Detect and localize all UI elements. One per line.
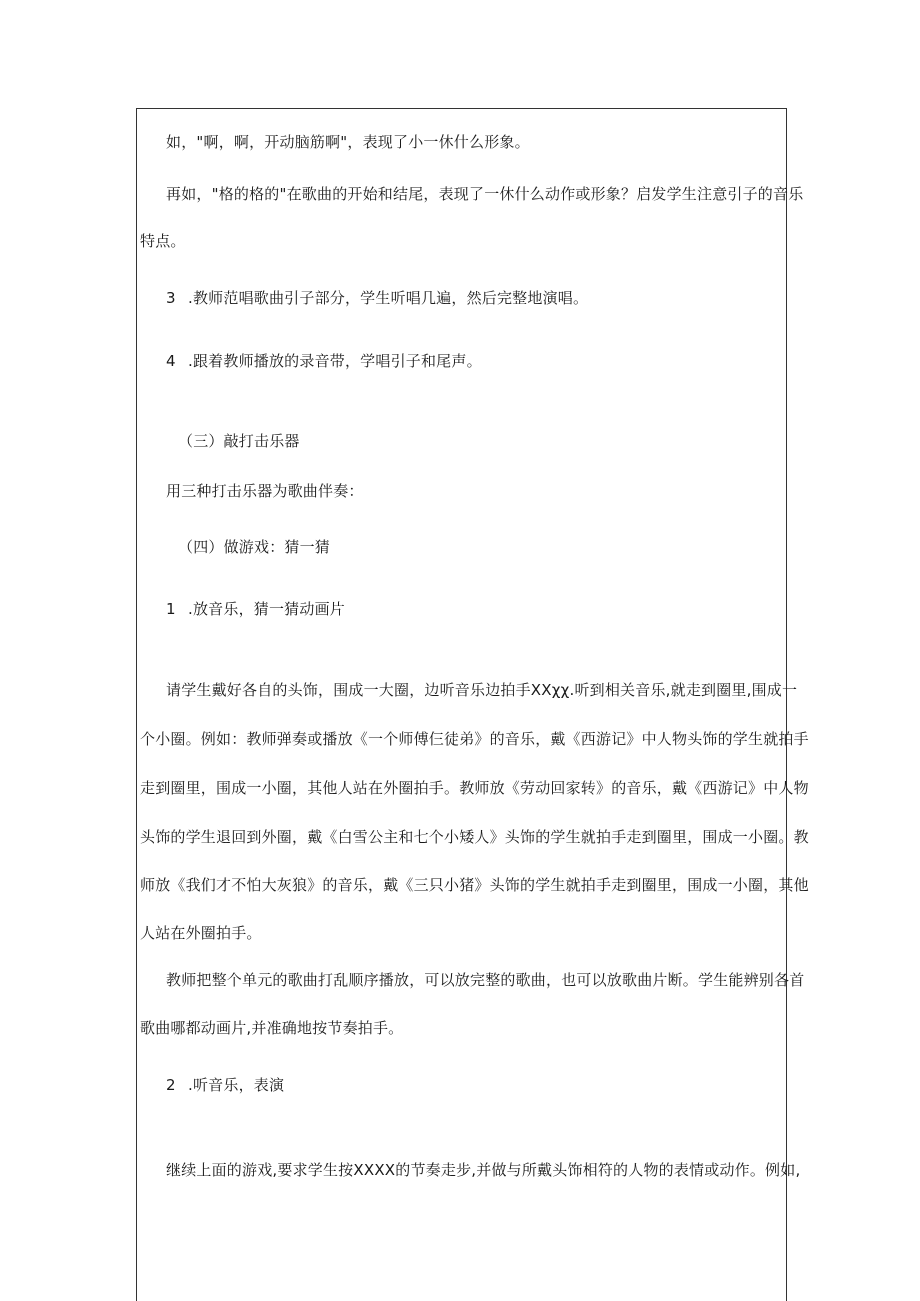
para-line-3: 特点。 <box>140 232 186 250</box>
para-line-11: 头饰的学生退回到外圈，戴《白雪公主和七个小矮人》头饰的学生就拍手走到圈里，围成一小圈。教 <box>140 828 809 846</box>
para-line-6: 用三种打击乐器为歌曲伴奏： <box>166 482 364 500</box>
section-heading-4: （四）做游戏：猜一猜 <box>178 538 331 556</box>
para-line-13: 人站在外圈拍手。 <box>140 924 262 942</box>
page-frame <box>136 108 787 1301</box>
para-line-2: 再如，"格的格的"在歌曲的开始和结尾，表现了一休什么动作或形象？启发学生注意引子的音乐 <box>166 185 804 203</box>
para-line-15: 歌曲哪都动画片,并准确地按节奏拍手。 <box>140 1019 404 1037</box>
para-line-7: 1 .放音乐，猜一猜动画片 <box>166 600 345 618</box>
para-line-14: 教师把整个单元的歌曲打乱顺序播放，可以放完整的歌曲，也可以放歌曲片断。学生能辨别各首 <box>166 971 805 989</box>
para-line-8: 请学生戴好各自的头饰，围成一大圈，边听音乐边拍手XXχχ.听到相关音乐,就走到圈里,围成一 <box>166 681 798 699</box>
para-line-1: 如，"啊，啊，开动脑筋啊"，表现了小一休什么形象。 <box>166 133 530 151</box>
para-line-4: 3 .教师范唱歌曲引子部分，学生听唱几遍，然后完整地演唱。 <box>166 289 589 307</box>
para-line-9: 个小圈。例如：教师弹奏或播放《一个师傅仨徒弟》的音乐，戴《西游记》中人物头饰的学生就拍手 <box>140 730 809 748</box>
para-line-12: 师放《我们才不怕大灰狼》的音乐，戴《三只小猪》头饰的学生就拍手走到圈里，围成一小圈，其他 <box>140 876 809 894</box>
para-line-16: 2 .听音乐，表演 <box>166 1076 285 1094</box>
section-heading-3: （三）敲打击乐器 <box>178 432 300 450</box>
para-line-5: 4 .跟着教师播放的录音带，学唱引子和尾声。 <box>166 352 482 370</box>
para-line-17: 继续上面的游戏,要求学生按XXXX的节奏走步,并做与所戴头饰相符的人物的表情或动作。例如, <box>166 1161 801 1179</box>
para-line-10: 走到圈里，围成一小圈，其他人站在外圈拍手。教师放《劳动回家转》的音乐，戴《西游记》中人物 <box>140 779 809 797</box>
